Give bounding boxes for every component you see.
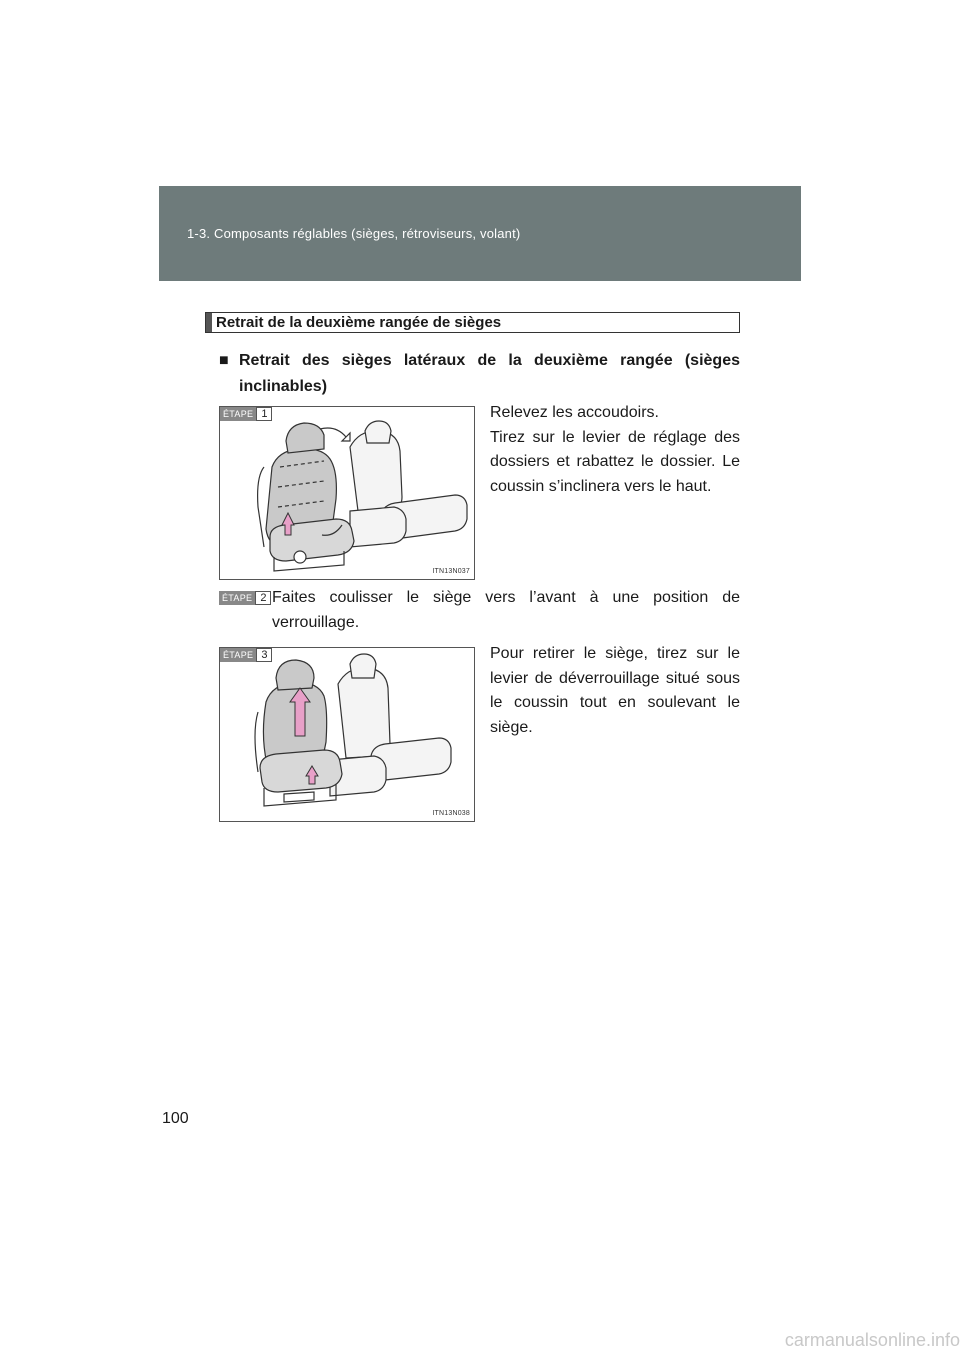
step-1-line-1: Relevez les accoudoirs.: [490, 404, 659, 421]
step-2-line-1: Faites coulisser le siège vers l’avant à une position de verrouillage.: [272, 589, 740, 631]
section-title-bar: [205, 312, 740, 333]
step-label: ÉTAPE: [220, 648, 256, 662]
chapter-header: [159, 186, 801, 281]
seat-removal-illustration: [220, 648, 474, 821]
watermark: carmanualsonline.info: [784, 1330, 960, 1350]
subheading: [219, 348, 740, 400]
subheading-text: Retrait des sièges latéraux de la deuxième rangée (sièges inclinables): [239, 352, 740, 395]
step-number: 1: [256, 407, 272, 421]
section-title: Retrait de la deuxième rangée de sièges: [216, 314, 502, 331]
section-accent: [206, 313, 212, 332]
step-number: 3: [256, 648, 272, 662]
step-badge-1: [220, 407, 272, 421]
step-3-text: [490, 642, 740, 740]
step-3-line-1: Pour retirer le siège, tirez sur le levier de déverrouillage situé sous le coussin tout en soulevant le siège.: [490, 645, 740, 736]
seat-fold-illustration: [220, 407, 474, 579]
step-2-text: [272, 586, 740, 635]
step-badge-3: [220, 648, 272, 662]
step-label: ÉTAPE: [220, 407, 256, 421]
figure-code: ITN13N037: [432, 568, 470, 575]
step-number: 2: [255, 591, 271, 605]
step-label: ÉTAPE: [219, 591, 255, 605]
step-1-text: [490, 401, 740, 499]
step-badge-2: [219, 591, 271, 605]
step-1-line-2: Tirez sur le levier de réglage des dossiers et rabattez le dossier. Le coussin s’inclinera vers le haut.: [490, 428, 740, 495]
figure-code: ITN13N038: [432, 810, 470, 817]
breadcrumb: 1-3. Composants réglables (sièges, rétroviseurs, volant): [187, 226, 521, 241]
page-number: 100: [162, 1110, 189, 1127]
square-bullet-icon: ■: [219, 352, 229, 369]
figure-step-1: [219, 406, 475, 580]
figure-step-3: [219, 647, 475, 822]
